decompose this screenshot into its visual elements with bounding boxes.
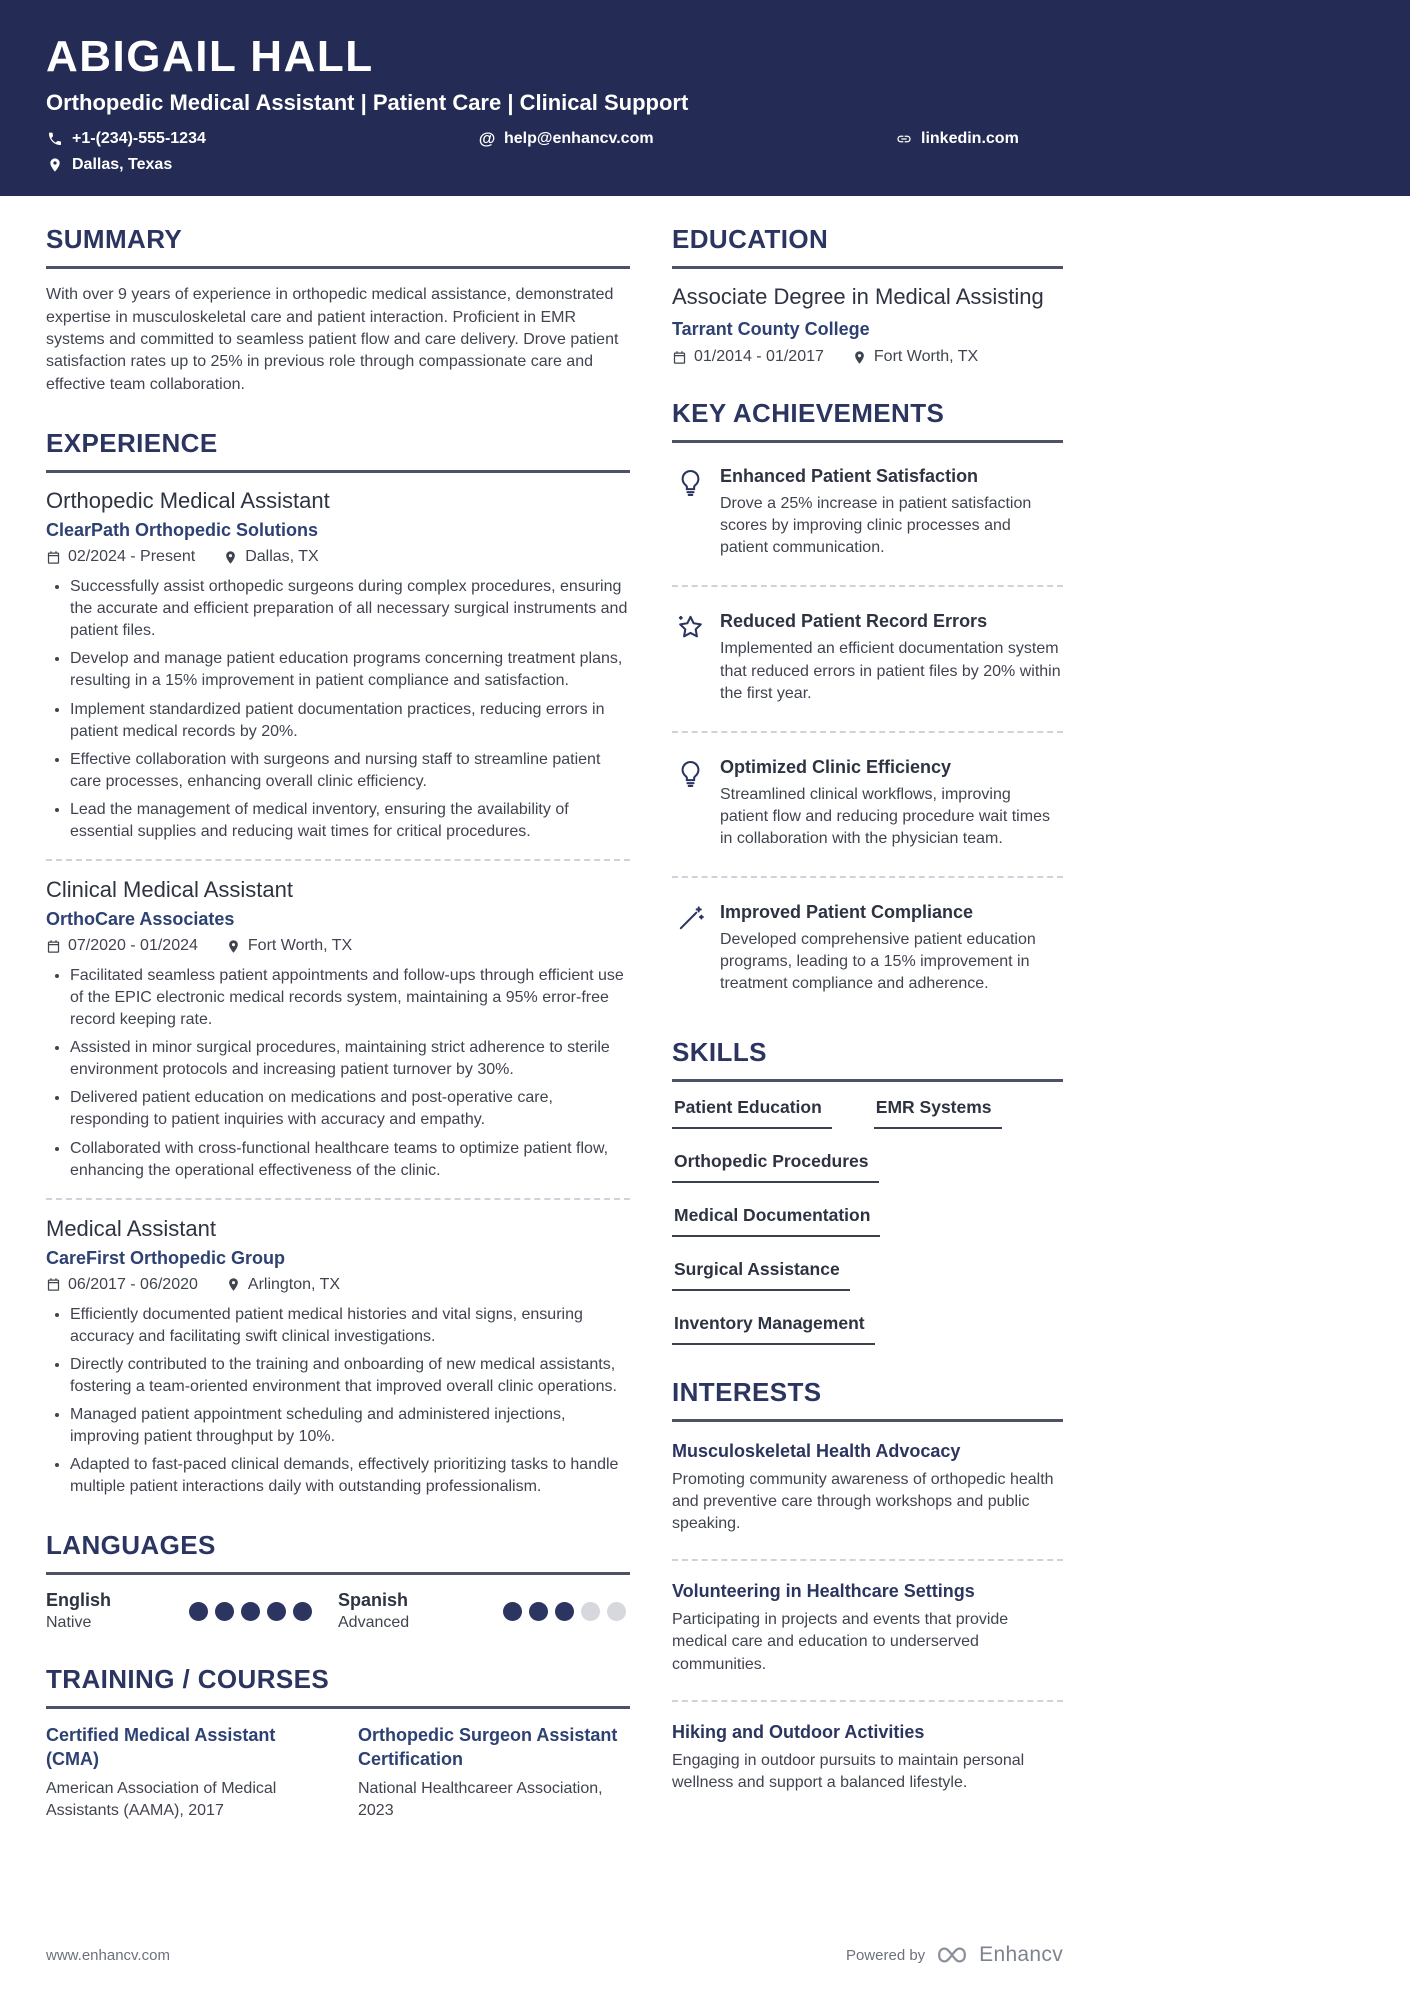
bullet: • Effective collaboration with surgeons and nursing staff to streamline patient care processes, enhancing overall clinic efficiency. bbox=[70, 749, 630, 793]
star-icon bbox=[672, 611, 708, 704]
job-location-value: Fort Worth, TX bbox=[247, 937, 353, 954]
phone-icon bbox=[46, 130, 64, 148]
job-title: Clinical Medical Assistant bbox=[46, 877, 293, 902]
training-grid bbox=[46, 1724, 630, 1822]
job-location bbox=[223, 548, 319, 566]
bullet: • Delivered patient education on medications and post-operative care, responding to patient inquiries with accuracy and empathy. bbox=[70, 1087, 630, 1131]
job-company: ClearPath Orthopedic Solutions bbox=[46, 520, 319, 541]
link-icon bbox=[895, 130, 913, 148]
job-meta bbox=[46, 937, 630, 955]
education-meta bbox=[672, 348, 1063, 366]
divider bbox=[672, 585, 1063, 587]
job-dates-value: 06/2017 - 06/2020 bbox=[68, 1275, 198, 1293]
divider bbox=[672, 876, 1063, 878]
training-heading: TRAINING / COURSES bbox=[46, 1664, 630, 1709]
email-value[interactable]: help@enhancv.com bbox=[504, 130, 654, 148]
website-link[interactable]: www.enhancv.com bbox=[46, 1946, 170, 1964]
education-dates bbox=[672, 348, 824, 366]
achievement-text: Drove a 25% increase in patient satisfaction scores by improving clinic processes and patient communication. bbox=[720, 495, 1032, 557]
job-dates bbox=[46, 1276, 198, 1294]
job-bullets bbox=[46, 965, 630, 1182]
summary-section bbox=[46, 224, 630, 396]
bullet: • Implement standardized patient documentation practices, reducing errors in patient medical records by 20%. bbox=[70, 699, 630, 743]
interest-title: Volunteering in Healthcare Settings bbox=[672, 1581, 975, 1602]
powered-by[interactable] bbox=[846, 1943, 1063, 1967]
training-title: Orthopedic Surgeon Assistant Certification bbox=[358, 1725, 618, 1769]
location-icon bbox=[223, 550, 238, 565]
powered-by-label: Powered by bbox=[845, 1946, 926, 1964]
interest-text: Participating in projects and events that provide medical care and education to underserved communities. bbox=[672, 1611, 1009, 1673]
job-company: OrthoCare Associates bbox=[46, 909, 235, 929]
job-dates-value: 07/2020 - 01/2024 bbox=[68, 937, 198, 954]
at-icon: @ bbox=[478, 129, 496, 149]
achievement-title: Optimized Clinic Efficiency bbox=[720, 756, 952, 777]
training-section bbox=[46, 1664, 630, 1822]
achievement-text: Developed comprehensive patient education programs, leading to a 15% improvement in treatment compliance and adherence. bbox=[720, 930, 1036, 993]
location-value: Dallas, Texas bbox=[72, 156, 173, 174]
interest-title: Musculoskeletal Health Advocacy bbox=[672, 1441, 961, 1462]
level-dot bbox=[267, 1602, 286, 1621]
experience-heading: EXPERIENCE bbox=[46, 428, 630, 473]
skill-item: Inventory Management bbox=[672, 1313, 875, 1345]
education-location-value: Fort Worth, TX bbox=[873, 348, 979, 366]
training-item bbox=[46, 1724, 318, 1822]
language-dots bbox=[189, 1602, 312, 1621]
level-dot bbox=[293, 1602, 312, 1621]
language-item bbox=[338, 1590, 630, 1632]
languages-section bbox=[46, 1530, 630, 1632]
job-meta bbox=[46, 1276, 630, 1294]
interest-item bbox=[672, 1718, 1063, 1802]
lightbulb-icon bbox=[672, 466, 708, 559]
job-title: Medical Assistant bbox=[46, 1215, 216, 1241]
achievement-text: Implemented an efficient documentation system that reduced errors in patient files by 20% within the first year. bbox=[720, 640, 1061, 702]
skill-item: EMR Systems bbox=[874, 1097, 1002, 1129]
interest-title: Hiking and Outdoor Activities bbox=[672, 1721, 925, 1742]
location bbox=[46, 156, 478, 174]
bullet: • Successfully assist orthopedic surgeons during complex procedures, ensuring the accurate and efficient preparation of all necessary surgical instruments and patient files. bbox=[70, 576, 630, 642]
language-name: English bbox=[46, 1590, 112, 1611]
job-meta bbox=[46, 548, 630, 566]
job-location bbox=[226, 937, 352, 955]
training-org: American Association of Medical Assistants (AAMA), 2017 bbox=[46, 1780, 277, 1820]
achievements-heading: KEY ACHIEVEMENTS bbox=[672, 398, 1063, 443]
headline: Orthopedic Medical Assistant | Patient Care | Clinical Support bbox=[46, 90, 689, 116]
content bbox=[0, 196, 1410, 1854]
education-heading: EDUCATION bbox=[672, 224, 1063, 269]
training-item bbox=[358, 1724, 630, 1822]
achievement-item bbox=[672, 749, 1063, 860]
experience-section bbox=[46, 428, 630, 1498]
language-name: Spanish bbox=[338, 1590, 409, 1611]
skills-list bbox=[672, 1097, 1063, 1345]
languages-row bbox=[46, 1590, 630, 1632]
achievement-item bbox=[672, 603, 1063, 714]
skill-item: Medical Documentation bbox=[672, 1205, 880, 1237]
languages-heading: LANGUAGES bbox=[46, 1530, 630, 1575]
bullet: • Collaborated with cross-functional healthcare teams to optimize patient flow, enhancing the operational effectiveness of the clinic. bbox=[70, 1138, 630, 1182]
job-company: CareFirst Orthopedic Group bbox=[46, 1247, 286, 1268]
job-dates-value: 02/2024 - Present bbox=[68, 548, 196, 566]
bullet: • Assisted in minor surgical procedures, maintaining strict adherence to sterile environment protocols and increasing patient turnover by 30%. bbox=[70, 1037, 630, 1081]
lightbulb-icon bbox=[672, 757, 708, 850]
skills-section bbox=[672, 1037, 1063, 1345]
email-link[interactable] bbox=[478, 130, 895, 148]
phone-value: +1-(234)-555-1234 bbox=[72, 130, 206, 148]
brand-name: Enhancv bbox=[979, 1943, 1063, 1966]
level-dot bbox=[555, 1602, 574, 1621]
divider bbox=[672, 1559, 1063, 1561]
left-column bbox=[46, 224, 630, 1854]
job-location-value: Arlington, TX bbox=[247, 1275, 341, 1293]
footer bbox=[46, 1943, 1063, 1967]
name: ABIGAIL HALL bbox=[46, 32, 374, 81]
job-bullets bbox=[46, 1304, 630, 1499]
bullet: • Efficiently documented patient medical histories and vital signs, ensuring accuracy and facilitating swift clinical investigations. bbox=[70, 1304, 630, 1348]
divider bbox=[672, 1700, 1063, 1702]
education-dates-value: 01/2014 - 01/2017 bbox=[694, 348, 824, 366]
training-title: Certified Medical Assistant (CMA) bbox=[46, 1725, 276, 1769]
job-dates bbox=[46, 937, 198, 955]
divider bbox=[46, 1198, 630, 1200]
bullet: • Directly contributed to the training and onboarding of new medical assistants, fostering a team-oriented environment that improved overall clinic operations. bbox=[70, 1354, 630, 1398]
contact-row bbox=[46, 130, 1364, 174]
location-icon bbox=[46, 156, 64, 174]
linkedin-link[interactable] bbox=[895, 130, 1364, 148]
enhancv-logo-icon bbox=[935, 1944, 969, 1966]
interests-section bbox=[672, 1377, 1063, 1802]
interest-item bbox=[672, 1437, 1063, 1543]
language-dots bbox=[503, 1602, 626, 1621]
achievement-item bbox=[672, 894, 1063, 1005]
skill-item: Surgical Assistance bbox=[672, 1259, 850, 1291]
achievement-text: Streamlined clinical workflows, improving patient flow and reducing procedure wait times in collaboration with the physician team. bbox=[720, 785, 1050, 847]
language-level: Advanced bbox=[338, 1614, 410, 1632]
job-title: Orthopedic Medical Assistant bbox=[46, 488, 330, 514]
location-icon bbox=[852, 350, 867, 365]
location-icon bbox=[226, 1277, 241, 1292]
calendar-icon bbox=[46, 939, 61, 954]
level-dot bbox=[215, 1602, 234, 1621]
job-bullets bbox=[46, 576, 630, 843]
bullet: • Adapted to fast-paced clinical demands, effectively prioritizing tasks to handle multiple patient interactions daily with outstanding professionalism. bbox=[70, 1454, 630, 1498]
achievement-title: Reduced Patient Record Errors bbox=[720, 611, 988, 632]
job-location-value: Dallas, TX bbox=[245, 548, 319, 566]
school: Tarrant County College bbox=[672, 319, 870, 340]
header bbox=[0, 0, 1410, 196]
skills-heading: SKILLS bbox=[672, 1037, 1063, 1082]
interests-heading: INTERESTS bbox=[672, 1377, 1063, 1422]
achievements-section bbox=[672, 398, 1063, 1005]
phone bbox=[46, 130, 478, 148]
job-entry bbox=[46, 488, 630, 843]
calendar-icon bbox=[46, 550, 61, 565]
skill-item: Patient Education bbox=[672, 1097, 832, 1129]
level-dot bbox=[581, 1602, 600, 1621]
location-icon bbox=[226, 939, 241, 954]
interest-text: Engaging in outdoor pursuits to maintain personal wellness and support a balanced lifestyle. bbox=[672, 1751, 1025, 1791]
bullet: • Lead the management of medical inventory, ensuring the availability of essential supplies and reducing wait times for critical procedures. bbox=[70, 799, 630, 843]
divider bbox=[46, 859, 630, 861]
job-entry bbox=[46, 1216, 630, 1499]
right-column bbox=[672, 224, 1063, 1854]
achievement-title: Enhanced Patient Satisfaction bbox=[720, 466, 979, 487]
summary-text: With over 9 years of experience in orthopedic medical assistance, demonstrated expertise in musculoskeletal care and patient interaction. Proficient in EMR systems and committed to seamless patient flow and care delivery. Drove patient satisfaction rates up to 25% in previous role through compassionate care and effective team collaboration. bbox=[46, 286, 619, 393]
bullet: • Facilitated seamless patient appointments and follow-ups through efficient use of the EPIC electronic medical records system, maintaining a 95% error-free record keeping rate. bbox=[70, 965, 630, 1031]
bullet: • Managed patient appointment scheduling and administered injections, improving patient throughput by 10%. bbox=[70, 1404, 630, 1448]
education-section bbox=[672, 224, 1063, 366]
divider bbox=[672, 731, 1063, 733]
bullet: • Develop and manage patient education programs concerning treatment plans, resulting in a 15% improvement in patient compliance and satisfaction. bbox=[70, 648, 630, 692]
summary-heading: SUMMARY bbox=[46, 224, 630, 269]
level-dot bbox=[607, 1602, 626, 1621]
degree: Associate Degree in Medical Assisting bbox=[672, 284, 1044, 310]
language-level: Native bbox=[46, 1614, 92, 1632]
magic-wand-icon bbox=[672, 902, 708, 995]
linkedin-value[interactable]: linkedin.com bbox=[921, 130, 1019, 148]
level-dot bbox=[241, 1602, 260, 1621]
level-dot bbox=[503, 1602, 522, 1621]
job-entry bbox=[46, 877, 630, 1182]
language-item bbox=[46, 1590, 338, 1632]
job-dates bbox=[46, 548, 195, 566]
achievement-item bbox=[672, 458, 1063, 569]
interest-text: Promoting community awareness of orthopedic health and preventive care through workshops and public speaking. bbox=[672, 1471, 1054, 1533]
achievement-title: Improved Patient Compliance bbox=[720, 901, 974, 922]
calendar-icon bbox=[46, 1277, 61, 1292]
skill-item: Orthopedic Procedures bbox=[672, 1151, 879, 1183]
job-location bbox=[226, 1276, 340, 1294]
level-dot bbox=[529, 1602, 548, 1621]
training-org: National Healthcareer Association, 2023 bbox=[358, 1780, 603, 1820]
level-dot bbox=[189, 1602, 208, 1621]
education-location bbox=[852, 348, 978, 366]
calendar-icon bbox=[672, 350, 687, 365]
interest-item bbox=[672, 1577, 1063, 1683]
